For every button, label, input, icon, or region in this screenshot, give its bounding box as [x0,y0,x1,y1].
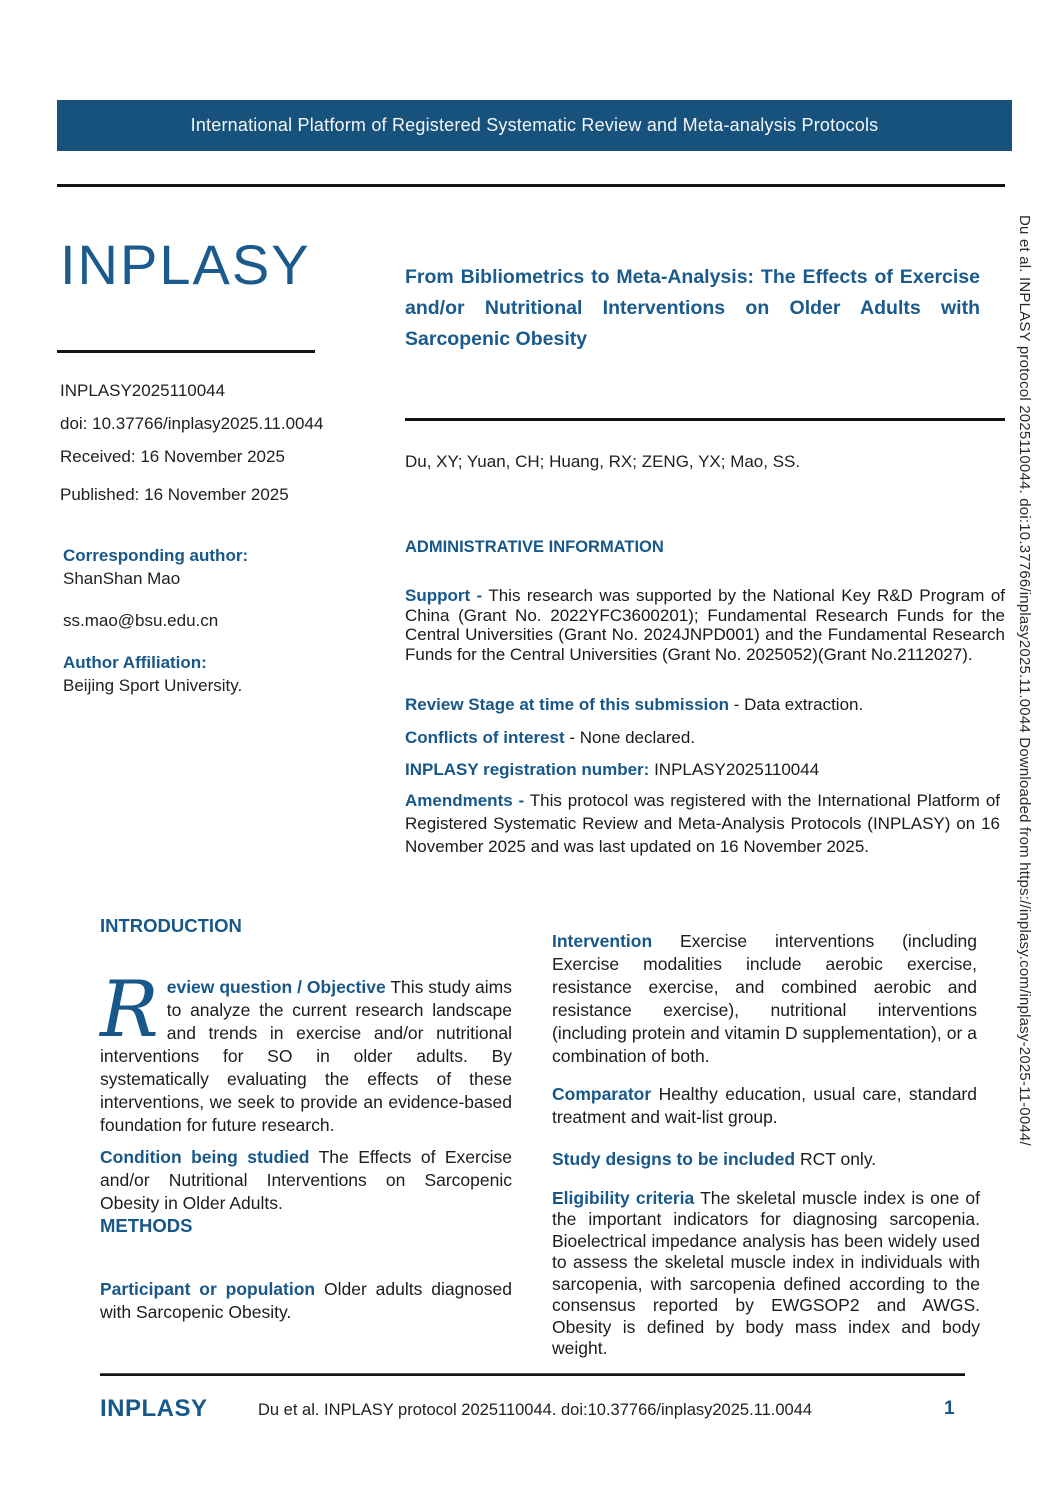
eligibility-paragraph [552,1188,980,1360]
review-stage-label: Review Stage at time of this submission [405,695,730,714]
condition-text: The Effects of Exercise and/or Nutritional Interventions on Sarcopenic Obesity in Older Adults. [100,1146,512,1213]
conflicts-label: Conflicts of interest [405,728,565,747]
condition-paragraph [100,1146,512,1215]
masthead-meta [60,374,323,511]
support-label: Support - [405,586,483,605]
author-affiliation-label: Author Affiliation: [63,653,207,672]
support-text: This research was supported by the National Key R&D Program of China (Grant No. 2022YFC3600201); Fundamental Research Funds for the Central Universities (Grant No. 2024JNPD001) and the Fundamental Research Funds for the Central Universities (Grant No. 2025052)(Grant No.2112027). [405,586,1006,664]
corresponding-author-name: ShanShan Mao [63,569,181,588]
methods-heading: METHODS [100,1215,193,1236]
corresponding-author-block [63,544,248,697]
footer-logo: INPLASY [100,1395,208,1422]
administrative-information-heading: ADMINISTRATIVE INFORMATION [405,538,664,556]
review-stage-text: - Data extraction. [733,695,864,714]
comparator-label: Comparator [552,1083,652,1104]
intervention-text: Exercise interventions (including Exercise modalities include aerobic exercise, resistance exercise, and combined aerobic and resistance exercise), nutritional interventions (including protein and vitamin D supplementation), or a combination of both. [552,930,977,1066]
published-line: Published: 16 November 2025 [60,485,289,504]
article-title: From Bibliometrics to Meta-Analysis: The Effects of Exercise and/or Nutritional Interventions on Older Adults with Sarcopenic Obesity [405,266,980,350]
spacer [63,590,248,609]
introduction-heading: INTRODUCTION [100,915,242,936]
dropcap-r: R [100,964,159,1055]
doi-line: doi: 10.37766/inplasy2025.11.0044 [60,414,324,433]
page-number: 1 [944,1398,955,1419]
intervention-label: Intervention [552,930,653,951]
logo-rule [57,350,315,353]
spacer [63,632,248,651]
amendments-paragraph [405,789,1000,858]
intervention-paragraph [552,930,977,1068]
support-paragraph [405,586,1005,664]
participant-label: Participant or population [100,1278,316,1299]
amendments-text: This protocol was registered with the International Platform of Registered Systematic Review and Meta-Analysis Protocols (INPLASY) on 16 November 2025 and was last updated on 16 November 2025. [405,791,1001,856]
registration-id: INPLASY2025110044 [60,381,226,400]
conflicts-text: - None declared. [569,728,696,747]
eligibility-label: Eligibility criteria [552,1187,695,1208]
study-designs-text: RCT only. [799,1148,877,1169]
conflicts-line [405,728,695,748]
corresponding-author-label: Corresponding author: [63,546,249,565]
condition-label: Condition being studied [100,1146,310,1167]
sidebar-vertical-citation: Du et al. INPLASY protocol 2025110044. doi:10.37766/inplasy2025.11.0044 Downloaded from https://inplasy.com/inplasy-2025-11-0044/ [1016,215,1033,1146]
top-banner-text: International Platform of Registered Systematic Review and Meta-analysis Protocols [190,115,879,135]
registration-label: INPLASY registration number: [405,760,650,779]
participant-text: Older adults diagnosed with Sarcopenic Obesity. [100,1278,512,1322]
amendments-label: Amendments - [405,791,525,810]
study-designs-label: Study designs to be included [552,1148,796,1169]
received-line: Received: 16 November 2025 [60,447,285,466]
comparator-text: Healthy education, usual care, standard treatment and wait-list group. [552,1083,977,1127]
review-question-text: This study aims to analyze the current research landscape and trends in exercise and/or nutritional interventions for SO in older adults. By systematically evaluating the effects of these interventions, we seek to provide an evidence-based foundation for future research. [100,976,512,1135]
inplasy-logo: INPLASY [60,233,311,296]
participant-paragraph [100,1278,512,1324]
eligibility-text: The skeletal muscle index is one of the important indicators for diagnosing sarcopenia. Bioelectrical impedance analysis has been widely used to assess the skeletal muscle index in individuals with sarcopenia, with sarcopenia defined according to the consensus reported by EWGSOP2 and AWGS. Obesity is defined by body mass index and body weight. [552,1187,980,1358]
registration-number: INPLASY2025110044 [654,760,820,779]
registration-line [405,760,819,780]
review-question-paragraph [100,964,512,1137]
study-designs-paragraph [552,1148,977,1171]
author-affiliation: Beijing Sport University. [63,676,243,695]
footer-citation: Du et al. INPLASY protocol 2025110044. doi:10.37766/inplasy2025.11.0044 [258,1401,813,1419]
top-banner [57,100,1012,151]
review-question-label: eview question / Objective [166,976,386,997]
comparator-paragraph [552,1083,977,1129]
header-rule [57,184,1005,187]
authors-line: Du, XY; Yuan, CH; Huang, RX; ZENG, YX; Mao, SS. [405,452,801,471]
footer-rule [100,1373,965,1376]
title-rule [405,418,1005,421]
corresponding-author-email: ss.mao@bsu.edu.cn [63,611,219,630]
review-stage-line [405,695,863,715]
